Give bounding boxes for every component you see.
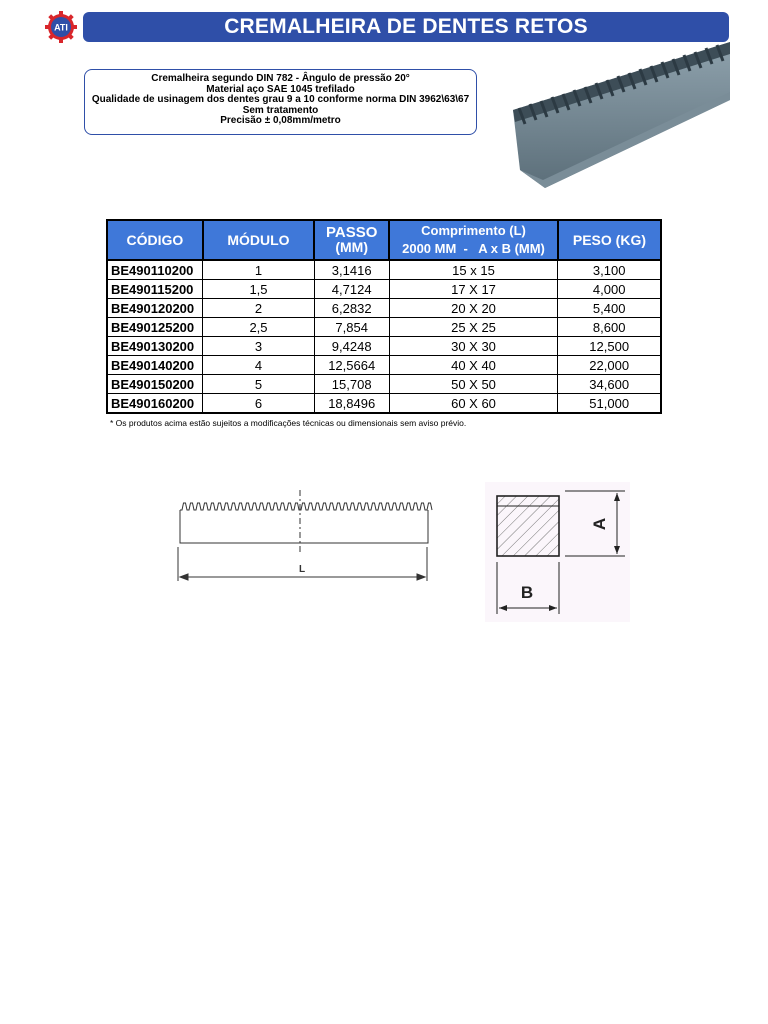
table-row <box>107 280 661 299</box>
cell-modulo: 6 <box>203 394 315 414</box>
cell-modulo: 5 <box>203 375 315 394</box>
spec-line: Precisão ± 0,08mm/metro <box>220 115 341 126</box>
cell-codigo: BE490160200 <box>107 394 203 414</box>
cell-peso: 51,000 <box>558 394 661 414</box>
height-label: A <box>590 517 609 531</box>
header-passo <box>314 220 389 260</box>
table-row <box>107 356 661 375</box>
cell-modulo: 2,5 <box>203 318 315 337</box>
ati-logo <box>44 10 78 44</box>
cell-codigo: BE490115200 <box>107 280 203 299</box>
cell-passo: 7,854 <box>314 318 389 337</box>
header-passo-line1: PASSO <box>325 224 378 241</box>
cell-axb: 60 X 60 <box>389 394 558 414</box>
spec-line: Material aço SAE 1045 trefilado <box>206 83 355 95</box>
cell-passo: 15,708 <box>314 375 389 394</box>
cell-passo: 9,4248 <box>314 337 389 356</box>
cell-axb: 17 X 17 <box>389 280 558 299</box>
cell-codigo: BE490125200 <box>107 318 203 337</box>
spec-line: Sem tratamento <box>242 104 319 116</box>
cell-axb: 20 X 20 <box>389 299 558 318</box>
spec-box <box>84 69 477 135</box>
header-codigo: CÓDIGO <box>107 220 203 260</box>
logo-text: ATI <box>54 22 68 33</box>
cell-peso: 5,400 <box>558 299 661 318</box>
rack-photo <box>505 40 730 190</box>
header-comprimento <box>389 220 558 260</box>
cell-peso: 12,500 <box>558 337 661 356</box>
table-header-row <box>107 220 661 260</box>
page-title-text: CREMALHEIRA DE DENTES RETOS <box>224 15 588 38</box>
cell-modulo: 3 <box>203 337 315 356</box>
header-passo-line2: (MM) <box>335 239 369 255</box>
cell-passo: 18,8496 <box>314 394 389 414</box>
cell-passo: 12,5664 <box>314 356 389 375</box>
cell-axb: 50 X 50 <box>389 375 558 394</box>
cell-passo: 6,2832 <box>314 299 389 318</box>
footnote: * Os produtos acima estão sujeitos a modificações técnicas ou dimensionais sem aviso prévio. <box>110 418 467 428</box>
cell-peso: 3,100 <box>558 260 661 280</box>
cell-passo: 3,1416 <box>314 260 389 280</box>
table-row <box>107 318 661 337</box>
spec-line: Cremalheira segundo DIN 782 - Ângulo de pressão 20° <box>151 73 410 84</box>
rack-teeth <box>180 503 432 510</box>
cell-codigo: BE490130200 <box>107 337 203 356</box>
cell-peso: 22,000 <box>558 356 661 375</box>
cell-axb: 25 X 25 <box>389 318 558 337</box>
product-table <box>106 219 662 414</box>
cell-codigo: BE490140200 <box>107 356 203 375</box>
table-row <box>107 260 661 280</box>
header-modulo: MÓDULO <box>203 220 315 260</box>
width-label: B <box>520 583 534 602</box>
rack-side-view-drawing <box>170 485 440 585</box>
cell-modulo: 1 <box>203 260 315 280</box>
cell-modulo: 2 <box>203 299 315 318</box>
cross-section-drawing <box>485 482 630 622</box>
cell-codigo: BE490110200 <box>107 260 203 280</box>
cell-peso: 8,600 <box>558 318 661 337</box>
cell-axb: 15 x 15 <box>389 260 558 280</box>
header-comprimento-line1: Comprimento (L) <box>421 223 526 238</box>
cell-codigo: BE490150200 <box>107 375 203 394</box>
table-row <box>107 375 661 394</box>
cell-modulo: 1,5 <box>203 280 315 299</box>
table-row <box>107 299 661 318</box>
cell-peso: 34,600 <box>558 375 661 394</box>
cell-axb: 40 X 40 <box>389 356 558 375</box>
header-comprimento-line2: 2000 MM - A x B (MM) <box>402 241 545 256</box>
cell-modulo: 4 <box>203 356 315 375</box>
spec-line: Qualidade de usinagem dos dentes grau 9 a 10 conforme norma DIN 3962\63\67 <box>91 94 470 105</box>
cell-peso: 4,000 <box>558 280 661 299</box>
cell-codigo: BE490120200 <box>107 299 203 318</box>
cell-axb: 30 X 30 <box>389 337 558 356</box>
header-peso: PESO (KG) <box>558 220 661 260</box>
length-label: L <box>298 564 306 575</box>
page-title <box>83 12 729 42</box>
table-row <box>107 394 661 414</box>
table-row <box>107 337 661 356</box>
cell-passo: 4,7124 <box>314 280 389 299</box>
